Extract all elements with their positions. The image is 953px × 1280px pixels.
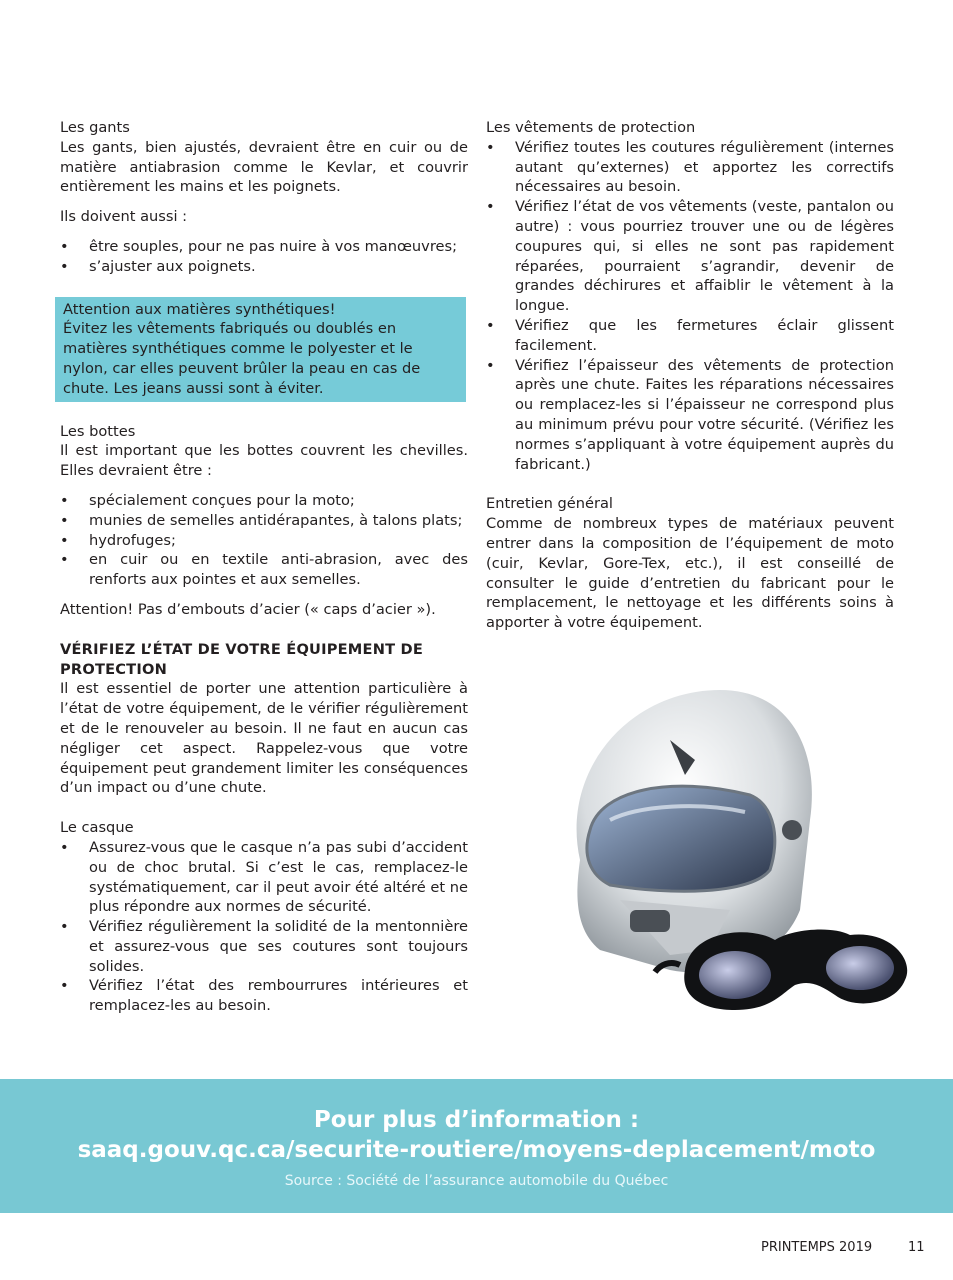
- list-item: • Vérifiez que les fermetures éclair glissent facilement.: [486, 316, 894, 356]
- banner-source: Source : Société de l’assurance automobile du Québec: [284, 1173, 669, 1189]
- casque-heading: Le casque: [60, 819, 134, 837]
- casque-list: [60, 838, 468, 1016]
- right-column: [486, 118, 894, 633]
- gants-heading: Les gants: [60, 119, 130, 136]
- list-item: • Vérifiez l’état des rembourrures intérieures et remplacez-les au besoin.: [60, 976, 468, 1016]
- callout-text: Évitez les vêtements fabriqués ou doublés en matières synthétiques comme le polyester et le nylon, car elles peuvent brûler la peau en cas de chute. Les jeans aussi sont à éviter.: [63, 320, 421, 397]
- helmet-goggles-image: [520, 680, 920, 1020]
- gants-paragraph: Les gants, bien ajustés, devraient être en cuir ou de matière antiabrasion comme le Kevlar, et couvrir entièrement les mains et les poignets.: [60, 138, 468, 196]
- synthetic-warning-callout: [55, 297, 466, 402]
- list-item: • en cuir ou en textile anti-abrasion, avec des renforts aux pointes et aux semelles.: [60, 550, 468, 590]
- entretien-heading: Entretien général: [486, 495, 613, 513]
- list-item: • hydrofuges;: [60, 531, 468, 551]
- entretien-paragraph: Comme de nombreux types de matériaux peuvent entrer dans la composition de l’équipement de moto (cuir, Kevlar, Gore-Tex, etc.), il est conseillé de consulter le guide d’entretien du fabricant pour le remplacement, le nettoyage et les différents soins à apporter à votre équipement.: [486, 515, 894, 632]
- verification-paragraph: Il est essentiel de porter une attention particulière à l’état de votre équipement, de le vérifier régulièrement et de le renouveler au besoin. Il ne faut en aucun cas négliger cet aspect. Rappelez-vous que votre équipement peut grandement limiter les conséquences d’un impact ou d’une chute.: [60, 680, 468, 797]
- issue-label: PRINTEMPS 2019: [761, 1240, 873, 1255]
- gants-aussi: Ils doivent aussi :: [60, 208, 188, 226]
- gants-list: [60, 237, 468, 277]
- banner-title: Pour plus d’information :: [313, 1107, 640, 1133]
- list-item: • Vérifiez toutes les coutures régulièrement (internes autant qu’externes) et apportez les correctifs nécessaires au besoin.: [486, 138, 894, 197]
- vetements-list: [486, 138, 894, 475]
- helmet-shape: [577, 690, 812, 973]
- banner-url-link[interactable]: saaq.gouv.qc.ca/securite-routiere/moyens-deplacement/moto: [77, 1137, 876, 1163]
- list-item: • Vérifiez l’état de vos vêtements (veste, pantalon ou autre) : vous pourriez trouver une ou de légères coupures qui, si elles ne sont pas rapidement réparées, pourraient s’agrandir, devenir de grandes déchirures et affaiblir le vêtement à la longue.: [486, 197, 894, 316]
- list-item: • Vérifiez l’épaisseur des vêtements de protection après une chute. Faites les réparations nécessaires ou remplacez-les si l’épaisseur ne correspond plus au minimum prévu pour votre sécurité. (Vérifiez les normes s’appliquant à votre équipement auprès du fabricant.): [486, 356, 894, 475]
- bottes-heading: Les bottes: [60, 422, 136, 440]
- vetements-heading: Les vêtements de protection: [486, 119, 696, 136]
- list-item: • Assurez-vous que le casque n’a pas subi d’accident ou de choc brutal. Si c’est le cas, remplacez-le systématiquement, car il peut avoir été altéré et ne plus répondre aux normes de sécurité.: [60, 838, 468, 917]
- list-item: • être souples, pour ne pas nuire à vos manœuvres;: [60, 237, 468, 257]
- list-item: • munies de semelles antidérapantes, à talons plats;: [60, 511, 468, 531]
- page-number: 11: [908, 1240, 925, 1255]
- list-item: • Vérifiez régulièrement la solidité de la mentonnière et assurez-vous que ses coutures sont toujours solides.: [60, 917, 468, 976]
- bottes-list: [60, 491, 468, 590]
- left-column: [60, 118, 468, 1016]
- bottes-paragraph: Il est important que les bottes couvrent les chevilles. Elles devraient être :: [60, 442, 468, 480]
- list-item: • spécialement conçues pour la moto;: [60, 491, 468, 511]
- callout-title: Attention aux matières synthétiques!: [63, 300, 336, 318]
- more-info-banner: [0, 1079, 953, 1213]
- list-item: • s’ajuster aux poignets.: [60, 257, 468, 277]
- bottes-attention: Attention! Pas d’embouts d’acier (« caps d’acier »).: [60, 600, 436, 618]
- verification-heading: VÉRIFIEZ L’ÉTAT DE VOTRE ÉQUIPEMENT DE PROTECTION: [60, 640, 424, 678]
